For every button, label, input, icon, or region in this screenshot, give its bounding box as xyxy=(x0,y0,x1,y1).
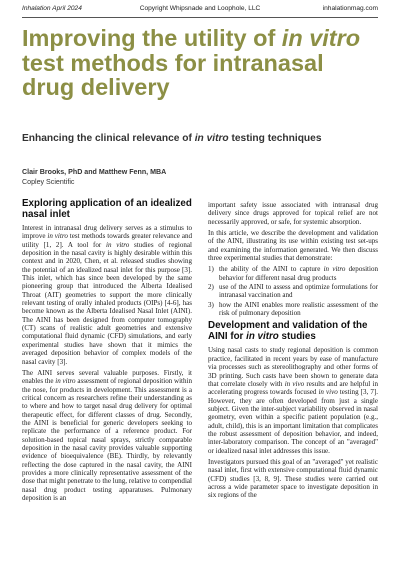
running-header xyxy=(22,5,378,17)
list-number: 2) xyxy=(208,283,214,292)
paragraph: Interest in intranasal drug delivery serves as a stimulus to improve in vitro test methods towards greater relevance and utility [1, 2]. A tool for in vitro studies of regional deposition in the nasal cavity is highly desirable within this context and in 2020, Chen, et al. released studies showing the potential of an idealized nasal inlet for this purpose [3]. This inlet, which has since been developed by the same pioneering group that introduced the Alberta Idealised Throat (AIT) geometries to support the more clinically relevant testing of orally inhaled products (OIPs) [4-6], has become known as the Alberta Idealised Nasal Inlet (AINI). The AINI has been designed from computer tomography (CT) scans of realistic adult geometries and extensive computational fluid dynamic (CFD) simulations, and early experimental studies have shown that it mimics the averaged deposition behavior of complex models of the nasal cavity [3]. xyxy=(22,224,192,366)
author-affiliation: Copley Scientific xyxy=(22,178,75,186)
list-text: the ability of the AINI to capture in vitro deposition behavior for different nasal drug products xyxy=(219,265,379,282)
list-item xyxy=(208,283,378,300)
copyright-notice: Copyright Whipsnade and Loophole, LLC xyxy=(139,5,261,12)
header-rule xyxy=(22,17,378,18)
list-number: 1) xyxy=(208,265,214,274)
article-subtitle: Enhancing the clinical relevance of in vitro testing techniques xyxy=(22,133,322,144)
list-number: 3) xyxy=(208,300,214,309)
article-title: Improving the utility of in vitro test methods for intranasal drug delivery xyxy=(22,25,361,100)
paragraph: Investigators pursued this goal of an "averaged" yet realistic nasal inlet, first with extensive computational fluid dynamic (CFD) studies [3, 8, 9]. These studies were carried out across a wide parameter space to investigate deposition in six regions of the xyxy=(208,457,378,500)
list-item xyxy=(208,301,378,318)
right-column xyxy=(208,201,378,503)
list-text: how the AINI enables more realistic assessment of the risk of pulmonary deposition xyxy=(219,300,378,318)
author-names: Clair Brooks, PhD and Matthew Fenn, MBA xyxy=(22,168,167,176)
section-heading-validation: Development and validation of the AINI for in vitro studies xyxy=(208,320,368,343)
findings-list xyxy=(208,265,378,317)
list-item xyxy=(208,265,378,282)
site-link[interactable]: inhalationmag.com xyxy=(322,5,378,12)
paragraph: The AINI serves several valuable purposes. Firstly, it enables the in vitro assessment of regional deposition within the nose, for products in development. This assessment is a critical concern as researchers refine their understanding as to where and how to target nasal drug delivery for optimal therapeutic effect, for different classes of drug. Secondly, the AINI is beneficial for generic developers seeking to replicate the performance of a reference product. For solution-based topical nasal sprays, strictly comparable deposition in the nasal cavity provides valuable supporting evidence of bioequivalence (BE). Thirdly, by relevantly reflecting the dose captured in the nasal cavity, the AINI provides a more clinically representative assessment of the dose that might penetrate to the lung, relative to compendial nasal drug product testing apparatuses. Pulmonary deposition is an xyxy=(22,368,193,502)
paragraph: important safety issue associated with intranasal drug delivery since drugs approved for topical relief are not necessarily approved, or safe, for systemic absorption. xyxy=(208,201,378,226)
section-heading-aini: Exploring application of an idealized nasal inlet xyxy=(22,198,192,220)
left-column xyxy=(22,198,192,505)
paragraph: In this article, we describe the development and validation of the AINI, illustrating its use within existing test set-ups and examining the information generated. We then discuss three experimental studies that demonstrate: xyxy=(208,229,378,263)
paragraph: Using nasal casts to study regional deposition is common practice, facilitated in recent years by ease of manufacture via processes such as stereolithography and other forms of 3D printing. Such casts have been shown to generate data that correlate closely with in vivo results and are helpful in accelerating progress towards focused in vivo testing [3, 7]. However, they are often developed from just a single subject. Given the inter-subject variability observed in nasal geometry, even within a specific patient population (e.g., adult, child), this is an important limitation that complicates the robust assessment of deposition behavior, and indeed, inter-laboratory comparison. The concept of an "averaged" or idealized nasal inlet addresses this issue. xyxy=(208,346,379,455)
issue-label: Inhalation April 2024 xyxy=(22,5,82,12)
list-text: use of the AINI to assess and optimize formulations for intranasal vaccination and xyxy=(219,283,378,300)
